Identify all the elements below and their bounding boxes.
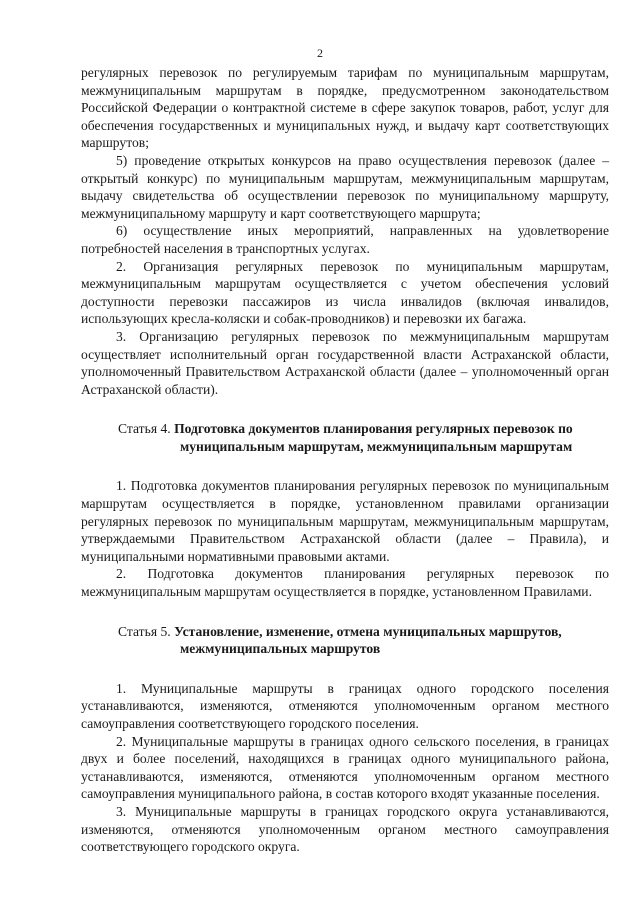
article-4-paragraph-1: 1. Подготовка документов планирования регулярных перевозок по муниципальным маршрутам осуществляется в порядке, установленном правилами организации регулярных перевозок по муниципальным маршрутам, межмуниципальным маршрутам, утверждаемыми Правительством Астраханской области (далее – Правила), и муниципальными нормативными правовыми актами. [81,478,609,564]
page-number: 2 [317,46,323,60]
article-5-title-line1: Установление, изменение, отмена муниципальных маршрутов, [174,623,562,639]
paragraph-clause-3: 3. Организацию регулярных перевозок по межмуниципальным маршрутам осуществляет исполнительный орган государственной власти Астраханской области, уполномоченный Правительством Астраханской области (далее – уполномоченный орган Астраханской области). [81,328,609,397]
article-4-heading [81,420,609,455]
article-5-paragraph-2: 2. Муниципальные маршруты в границах одного сельского поселения, в границах двух и более поселений, находящихся в границах одного муниципального района, устанавливаются, изменяются, отменяются уполномоченным органом местного самоуправления муниципального района, в состав которого входят указанные поселения. [81,733,609,802]
article-4-paragraph-2: 2. Подготовка документов планирования регулярных перевозок по межмуниципальным маршрутам осуществляется в порядке, установленном Правилами. [81,566,609,600]
paragraph-continuation: регулярных перевозок по регулируемым тарифам по муниципальным маршрутам, межмуниципальным маршрутам в порядке, предусмотренном законодательством Российской Федерации о контрактной системе в сфере закупок товаров, работ, услуг для обеспечения государственных и муниципальных нужд, и выдачу карт соответствующих маршрутов; [81,65,609,151]
article-4-title-line2: муниципальным маршрутам, межмуниципальным маршрутам [180,438,573,454]
paragraph-item-6: 6) осуществление иных мероприятий, направленных на удовлетворение потребностей населения в транспортных услугах. [81,223,609,256]
article-5-title-line2: межмуниципальных маршрутов [180,641,381,657]
paragraph-item-5: 5) проведение открытых конкурсов на право осуществления перевозок (далее – открытый конкурс) по муниципальным маршрутам, межмуниципальным маршрутам, выдачу свидетельства об осуществлении перевозок по муниципальному маршруту, межмуниципальному маршруту и карт соответствующего маршрута; [81,152,609,221]
article-5-paragraph-3: 3. Муниципальные маршруты в границах городского округа устанавливаются, изменяются, отменяются уполномоченным органом местного самоуправления соответствующего городского округа. [81,803,609,855]
article-4-title-line1: Подготовка документов планирования регулярных перевозок по [174,421,573,437]
document-body [81,64,609,856]
article-5-label: Статья 5. [118,623,171,639]
article-5-heading [81,623,609,658]
paragraph-clause-2: 2. Организация регулярных перевозок по муниципальным маршрутам, межмуниципальным маршрутам осуществляется с учетом обеспечения условий доступности перевозки пассажиров из числа инвалидов (включая инвалидов, использующих кресла-коляски и собак-проводников) и перевозки их багажа. [81,258,609,327]
article-4-label: Статья 4. [118,421,171,437]
article-5-paragraph-1: 1. Муниципальные маршруты в границах одного городского поселения устанавливаются, изменяются, отменяются уполномоченным органом местного самоуправления соответствующего городского поселения. [81,680,609,731]
